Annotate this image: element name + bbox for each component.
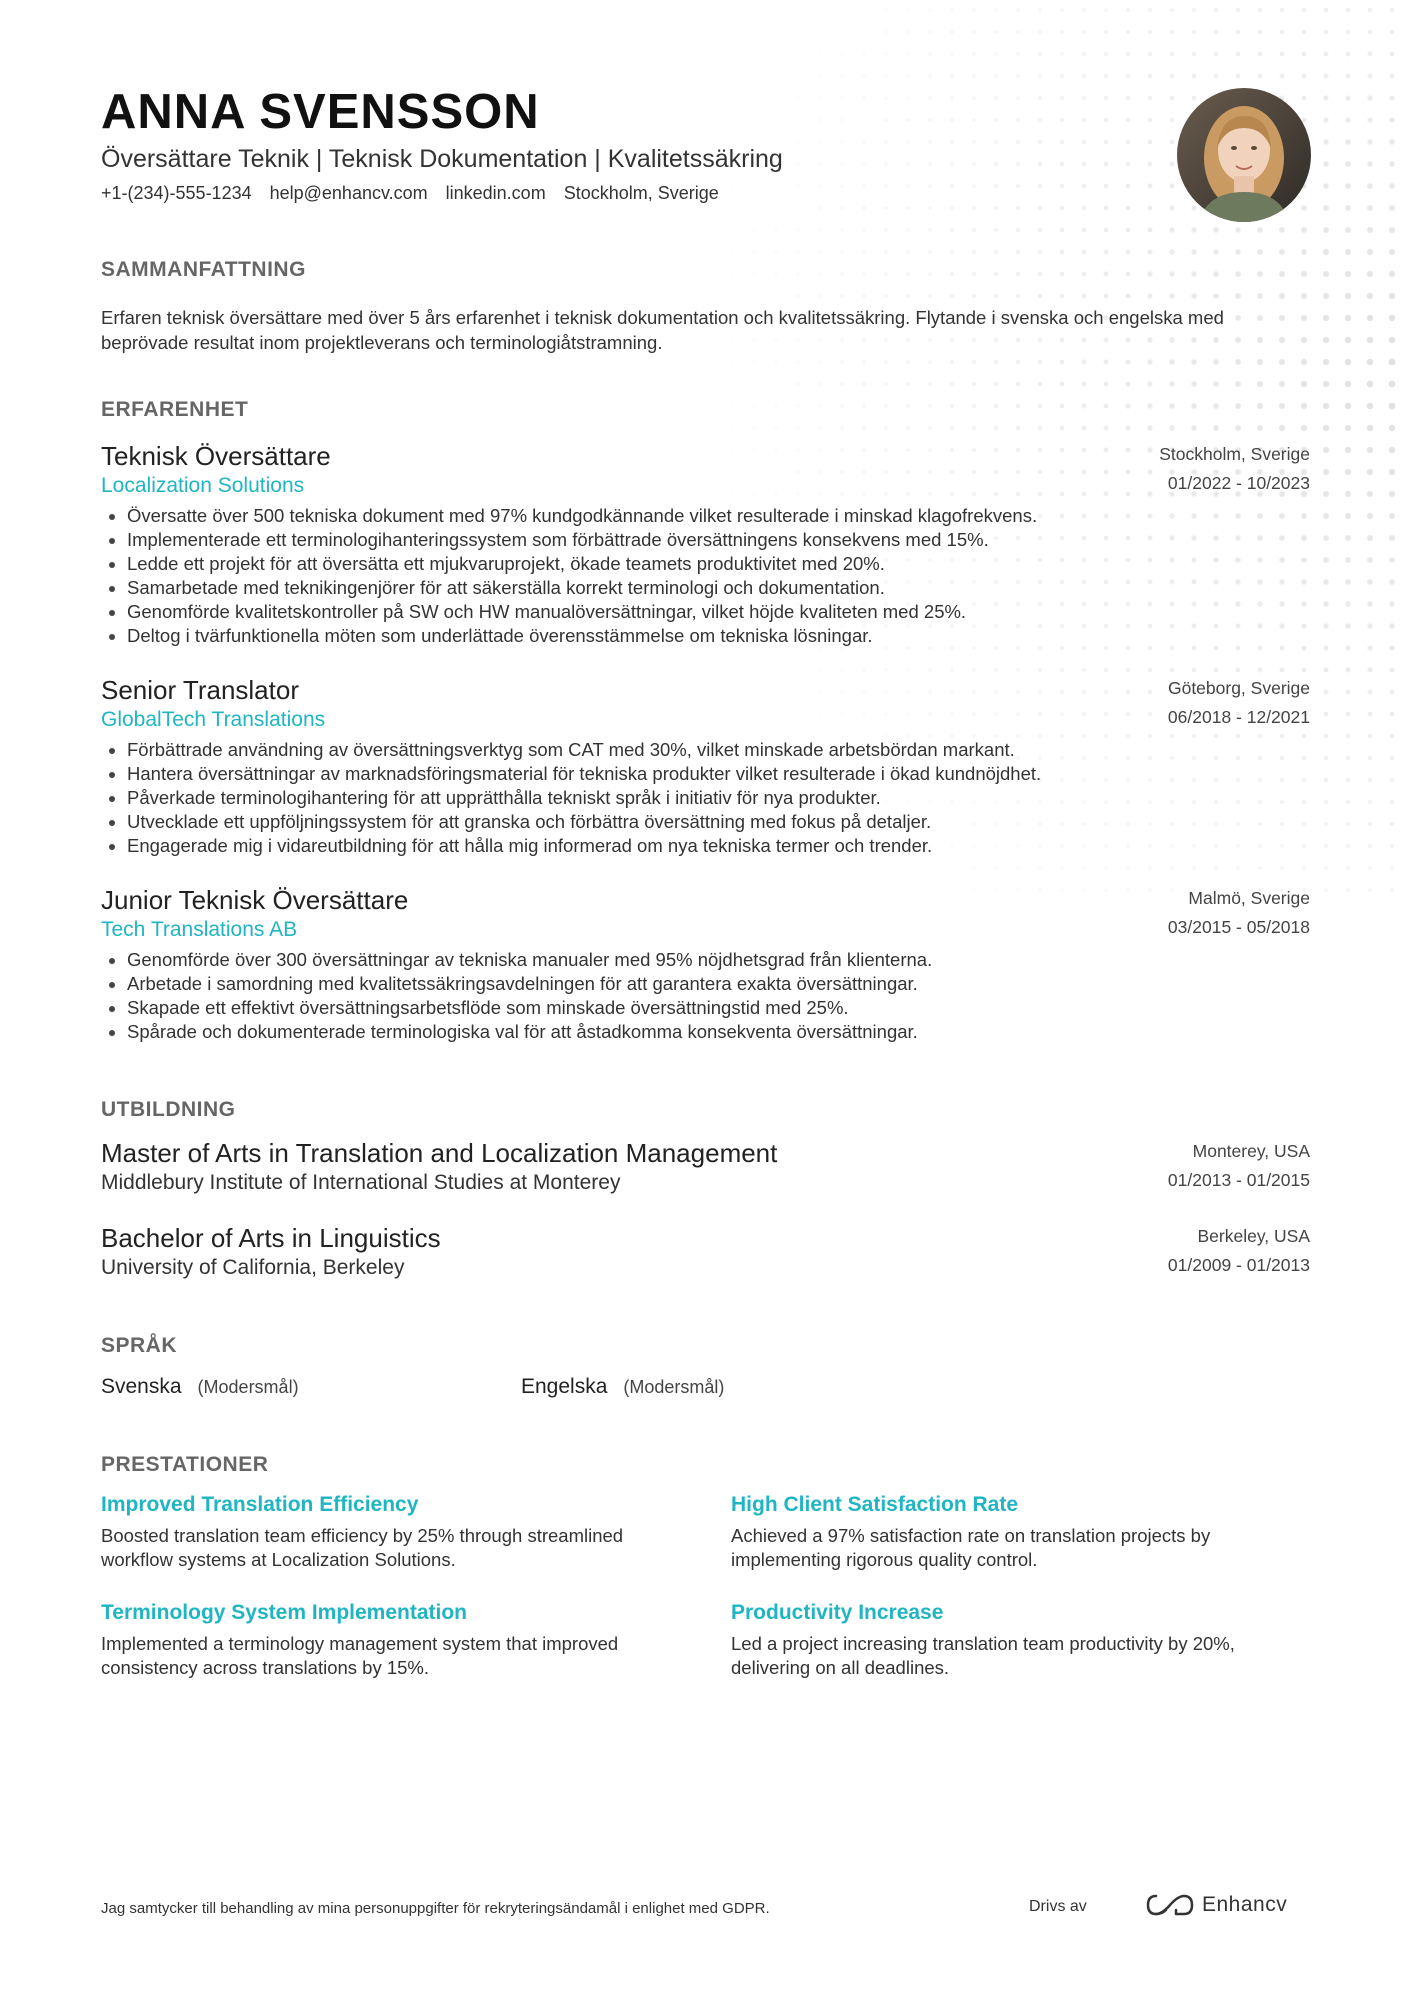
contact-phone[interactable]: +1-(234)-555-1234 [101,183,252,203]
job-title: Teknisk Översättare [101,441,331,471]
education-dates: 01/2009 - 01/2013 [1167,1255,1310,1275]
enhancv-logo[interactable] [1146,1892,1287,1918]
enhancv-brand-name: Enhancv [1202,1893,1288,1916]
list-item: Påverkade terminologihantering för att upprätthålla tekniskt språk i initiativ för nya produkter. [127,786,1310,810]
contact-row [101,183,719,204]
language-name: Svenska [101,1375,182,1398]
education-location: Berkeley, USA [1197,1226,1310,1246]
company-name[interactable]: Tech Translations AB [101,918,298,941]
list-item: Översatte över 500 tekniska dokument med 97% kundgodkännande vilket resulterade i minskad klagofrekvens. [127,504,1310,528]
degree-title: Bachelor of Arts in Linguistics [101,1223,441,1253]
section-title-languages: SPRÅK [101,1334,178,1357]
achievement-title: Improved Translation Efficiency [101,1493,419,1516]
achievement-title: Productivity Increase [731,1601,944,1624]
job-title: Senior Translator [101,675,299,705]
company-name[interactable]: Localization Solutions [101,474,305,497]
list-item: Arbetade i samordning med kvalitetssäkringsavdelningen för att garantera exakta översättningar. [127,972,1310,996]
list-item: Genomförde kvalitetskontroller på SW och HW manualöversättningar, vilket höjde kvaliteten med 25%. [127,600,1310,624]
job-location: Malmö, Sverige [1188,888,1310,908]
language-level: (Modersmål) [623,1377,725,1397]
list-item: Genomförde över 300 översättningar av tekniska manualer med 95% nöjdhetsgrad från klienterna. [127,948,1310,972]
experience-entry [101,440,1310,648]
experience-entry [101,884,1310,1044]
language-level: (Modersmål) [197,1377,299,1397]
list-item: Implementerade ett terminologihanteringssystem som förbättrade översättningens konsekvens med 15%. [127,528,1310,552]
language-item [101,1375,299,1399]
powered-by-label: Drivs av [1029,1898,1087,1915]
section-title-experience: ERFARENHET [101,398,249,421]
job-bullets [101,504,1310,648]
education-meta [1168,1137,1310,1195]
achievement-description: Led a project increasing translation team productivity by 20%, delivering on all deadlines. [731,1633,1235,1678]
profile-photo [1177,88,1311,222]
job-dates: 01/2022 - 10/2023 [1167,473,1310,493]
job-title: Junior Teknisk Översättare [101,885,409,915]
achievement-description: Implemented a terminology management system that improved consistency across translations by 15%. [101,1633,619,1678]
list-item: Spårade och dokumenterade terminologiska val för att åstadkomma konsekventa översättningar. [127,1020,1310,1044]
experience-entry [101,674,1310,858]
contact-linkedin[interactable]: linkedin.com [445,183,546,203]
candidate-name: ANNA SVENSSON [101,85,540,139]
job-bullets [101,948,1310,1044]
list-item: Utvecklade ett uppföljningssystem för att granska och förbättra översättning med fokus på detaljer. [127,810,1310,834]
school-name: University of California, Berkeley [101,1256,405,1279]
job-dates: 06/2018 - 12/2021 [1167,707,1310,727]
list-item: Samarbetade med teknikingenjörer för att säkerställa korrekt terminologi och dokumentation. [127,576,1310,600]
language-name: Engelska [521,1375,608,1398]
job-meta [1168,884,1310,942]
job-meta [1168,674,1310,732]
achievement-item [101,1599,681,1680]
candidate-headline: Översättare Teknik | Teknisk Dokumentation | Kvalitetssäkring [101,145,783,173]
list-item: Deltog i tvärfunktionella möten som underlättade överensstämmelse om tekniska lösningar. [127,624,1310,648]
language-item [521,1375,724,1399]
list-item: Skapade ett effektivt översättningsarbetsflöde som minskade översättningstid med 25%. [127,996,1310,1020]
section-title-summary: SAMMANFATTNING [101,258,306,281]
job-location: Göteborg, Sverige [1167,678,1310,698]
achievement-item [731,1599,1311,1680]
education-dates: 01/2013 - 01/2015 [1167,1170,1310,1190]
company-name[interactable]: GlobalTech Translations [101,708,326,731]
degree-title: Master of Arts in Translation and Localization Management [101,1138,778,1168]
gdpr-consent: Jag samtycker till behandling av mina personuppgifter för rekryteringsändamål i enlighet med GDPR. [101,1900,770,1917]
education-entry [101,1222,1310,1282]
education-location: Monterey, USA [1192,1141,1310,1161]
job-bullets [101,738,1310,858]
list-item: Förbättrade användning av översättningsverktyg som CAT med 30%, vilket minskade arbetsbördan markant. [127,738,1310,762]
achievement-item [731,1491,1311,1572]
achievement-title: High Client Satisfaction Rate [731,1493,1019,1516]
achievement-description: Boosted translation team efficiency by 25% through streamlined workflow systems at Localization Solutions. [101,1525,624,1570]
contact-email[interactable]: help@enhancv.com [269,183,428,203]
enhancv-logo-icon [1146,1892,1194,1918]
job-dates: 03/2015 - 05/2018 [1167,917,1310,937]
section-title-education: UTBILDNING [101,1098,236,1121]
achievement-description: Achieved a 97% satisfaction rate on translation projects by implementing rigorous quality control. [731,1525,1211,1570]
achievement-item [101,1491,681,1572]
list-item: Engagerade mig i vidareutbildning för att hålla mig informerad om nya tekniska termer och trender. [127,834,1310,858]
list-item: Ledde ett projekt för att översätta ett mjukvaruprojekt, ökade teamets produktivitet med 20%. [127,552,1310,576]
job-meta [1159,440,1310,498]
school-name: Middlebury Institute of International Studies at Monterey [101,1171,621,1194]
list-item: Hantera översättningar av marknadsföringsmaterial för tekniska produkter vilket resulterade i ökad kundnöjdhet. [127,762,1310,786]
contact-location: Stockholm, Sverige [563,183,719,203]
summary-text: Erfaren teknisk översättare med över 5 års erfarenhet i teknisk dokumentation och kvalitetssäkring. Flytande i svenska och engelska med beprövade resultat inom projektleverans och terminologiåtstramning. [101,307,1224,353]
education-entry [101,1137,1310,1197]
job-location: Stockholm, Sverige [1159,444,1310,464]
achievement-title: Terminology System Implementation [101,1601,468,1624]
section-title-achievements: PRESTATIONER [101,1453,269,1476]
education-meta [1168,1222,1310,1280]
